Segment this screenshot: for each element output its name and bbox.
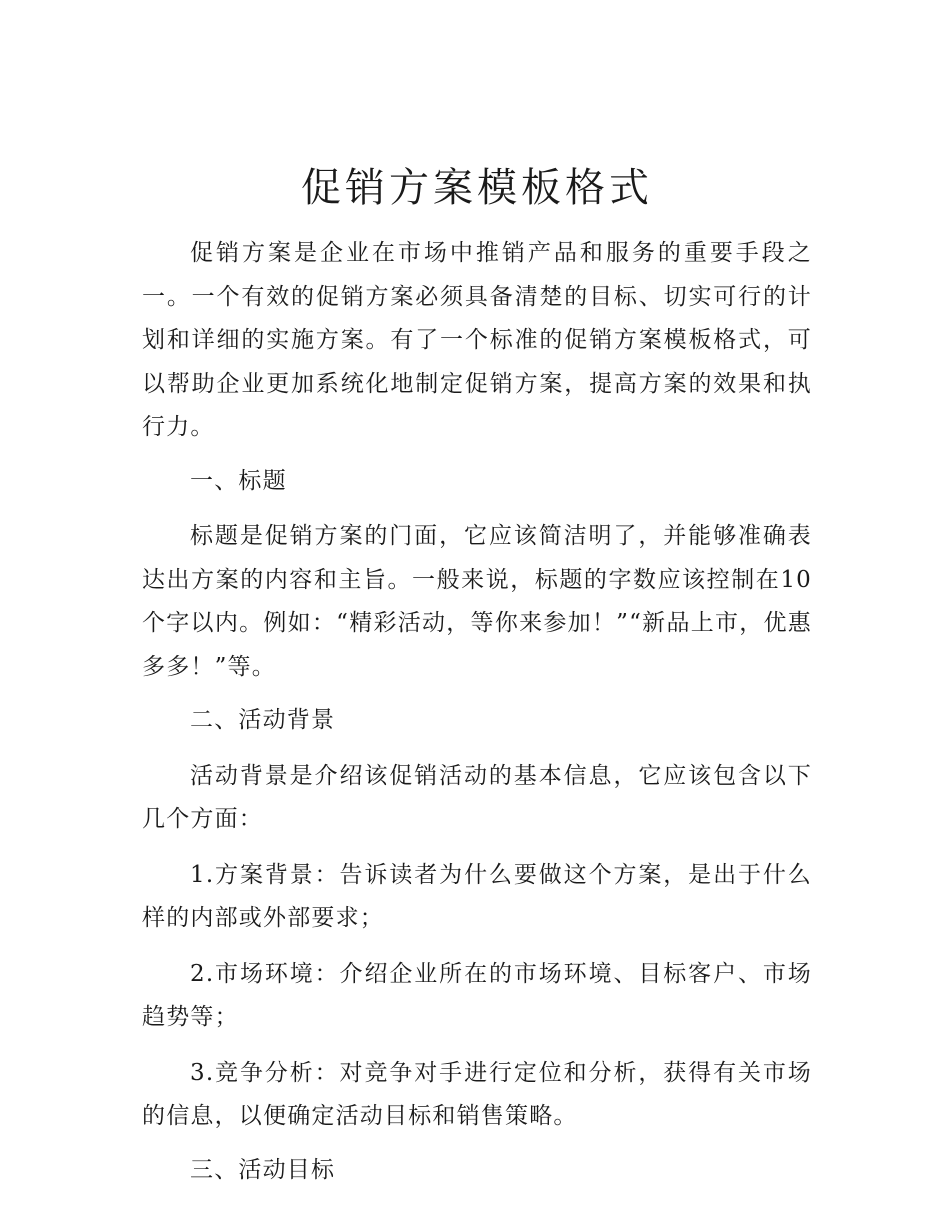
list-item-market: 2.市场环境：介绍企业所在的市场环境、目标客户、市场趋势等； bbox=[142, 960, 812, 1030]
title-paragraph: 标题是促销方案的门面，它应该简洁明了，并能够准确表达出方案的内容和主旨。一般来说，标题的字数应该控制在10个字以内。例如：“精彩活动，等你来参加！”“新品上市，优惠多多！”等。 bbox=[142, 523, 812, 680]
section-heading-title: 一、标题 bbox=[190, 467, 287, 494]
document-title: 促销方案模板格式 bbox=[301, 165, 653, 211]
section-heading-background: 二、活动背景 bbox=[190, 707, 336, 733]
intro-paragraph: 促销方案是企业在市场中推销产品和服务的重要手段之一。一个有效的促销方案必须具备清楚的目标、切实可行的计划和详细的实施方案。有了一个标准的促销方案模板格式，可以帮助企业更加系统化地制定促销方案，提高方案的效果和执行力。 bbox=[142, 240, 812, 440]
document-body bbox=[142, 232, 812, 1192]
background-paragraph: 活动背景是介绍该促销活动的基本信息，它应该包含以下几个方面： bbox=[142, 762, 812, 832]
list-item-competition: 3.竞争分析：对竞争对手进行定位和分析，获得有关市场的信息，以便确定活动目标和销售策略。 bbox=[142, 1059, 812, 1129]
list-item-background: 1.方案背景：告诉读者为什么要做这个方案，是出于什么样的内部或外部要求； bbox=[142, 861, 812, 931]
section-heading-goals: 三、活动目标 bbox=[190, 1156, 336, 1183]
